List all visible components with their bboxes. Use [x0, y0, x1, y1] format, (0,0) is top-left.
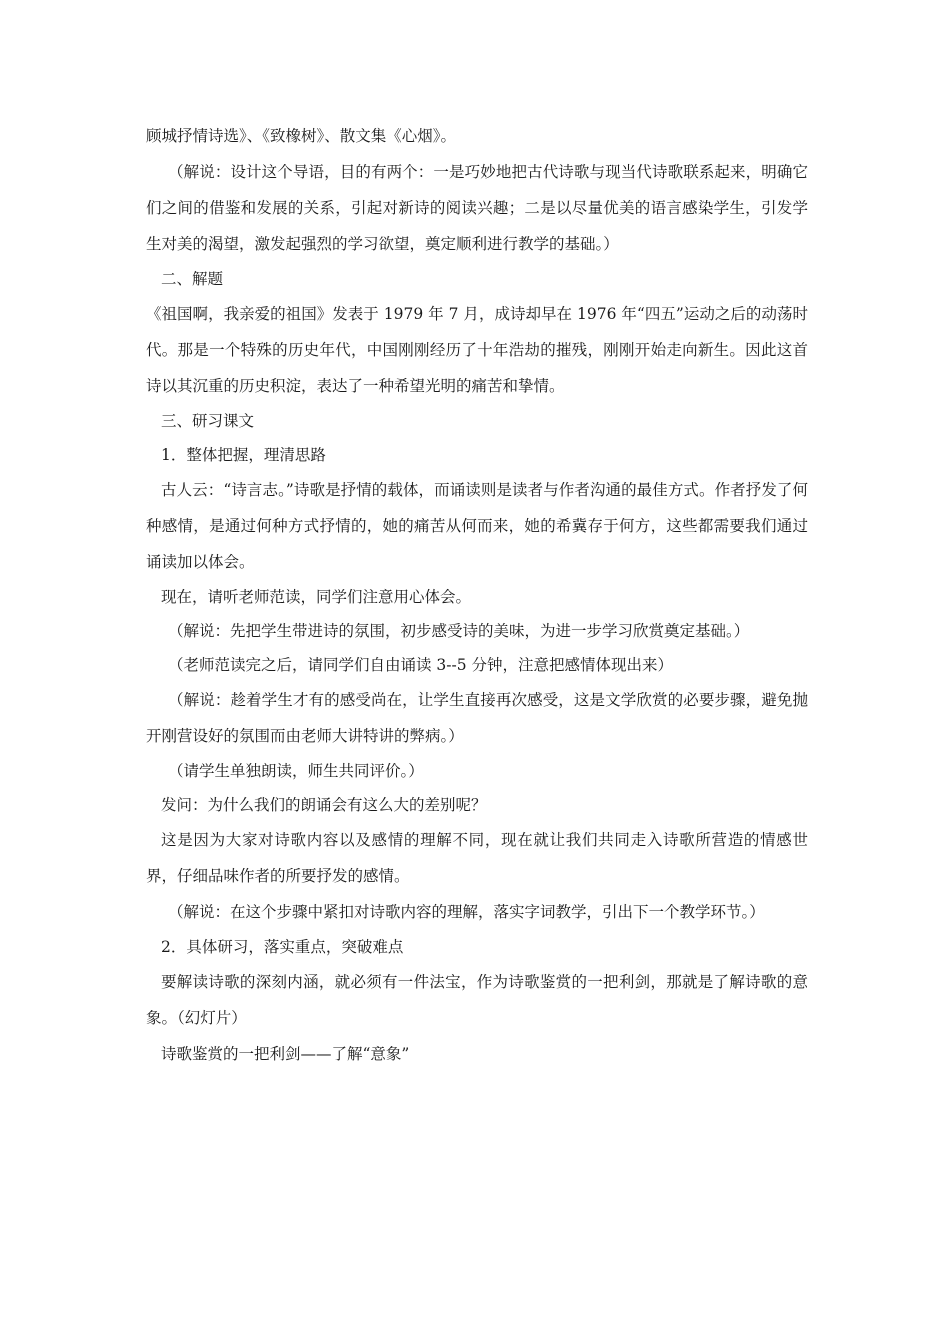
paragraph-imagery-intro: 要解读诗歌的深刻内涵，就必须有一件法宝，作为诗歌鉴赏的一把利剑，那就是了解诗歌的意象。（幻灯片） — [146, 973, 808, 1027]
paragraph-title-analysis: 《祖国啊，我亲爱的祖国》发表于 1979 年 7 月，成诗却早在 1976 年“四五”运动之后的动荡时代。那是一个特殊的历史年代，中国刚刚经历了十年浩劫的摧残，刚刚开始走向新生。因此这首诗以其沉重的历史积淀，表达了一种希望光明的痛苦和挚情。 — [146, 305, 808, 395]
paragraph-book-list-tail: 顾城抒情诗选》、《致橡树》、散文集《心烟》。 — [146, 127, 457, 145]
paragraph-understanding-differs: 这是因为大家对诗歌内容以及感情的理解不同，现在就让我们共同走入诗歌所营造的情感世界，仔细品味作者的所要抒发的感情。 — [146, 831, 808, 885]
paragraph-imagery-slide-title: 诗歌鉴赏的一把利剑——了解“意象” — [161, 1045, 410, 1063]
paragraph-commentary-atmosphere: （解说：先把学生带进诗的氛围，初步感受诗的美味，为进一步学习欣赏奠定基础。） — [168, 622, 750, 640]
section-heading-study-text: 三、研习课文 — [161, 412, 255, 430]
subheading-overall-grasp: 1．整体把握，理清思路 — [161, 446, 326, 464]
section-heading-title-analysis: 二、解题 — [161, 270, 224, 288]
paragraph-question: 发问：为什么我们的朗诵会有这么大的差别呢？ — [161, 796, 487, 814]
paragraph-commentary-content: （解说：在这个步骤中紧扣对诗歌内容的理解，落实字词教学，引出下一个教学环节。） — [168, 903, 765, 921]
document-page — [146, 118, 808, 1072]
paragraph-commentary-intro: （解说：设计这个导语，目的有两个：一是巧妙地把古代诗歌与现当代诗歌联系起来，明确它们之间的借鉴和发展的关系，引起对新诗的阅读兴趣；二是以尽量优美的语言感染学生，引发学生对美的渴望，激发起强烈的学习欲望，奠定顺利进行教学的基础。） — [146, 163, 808, 253]
paragraph-individual-reading: （请学生单独朗读，师生共同评价。） — [168, 762, 424, 780]
paragraph-commentary-feeling: （解说：趁着学生才有的感受尚在，让学生直接再次感受，这是文学欣赏的必要步骤，避免抛开刚营设好的氛围而由老师大讲特讲的弊病。） — [146, 691, 808, 745]
paragraph-free-reading: （老师范读完之后，请同学们自由诵读 3--5 分钟，注意把感情体现出来） — [168, 656, 674, 674]
paragraph-teacher-reading: 现在，请听老师范读，同学们注意用心体会。 — [161, 588, 472, 606]
paragraph-poetry-expresses-will: 古人云：“诗言志。”诗歌是抒情的载体，而诵读则是读者与作者沟通的最佳方式。作者抒发了何种感情，是通过何种方式抒情的，她的痛苦从何而来，她的希冀存于何方，这些都需要我们通过诵读加以体会。 — [146, 481, 808, 571]
subheading-specific-study: 2．具体研习，落实重点，突破难点 — [161, 938, 404, 956]
